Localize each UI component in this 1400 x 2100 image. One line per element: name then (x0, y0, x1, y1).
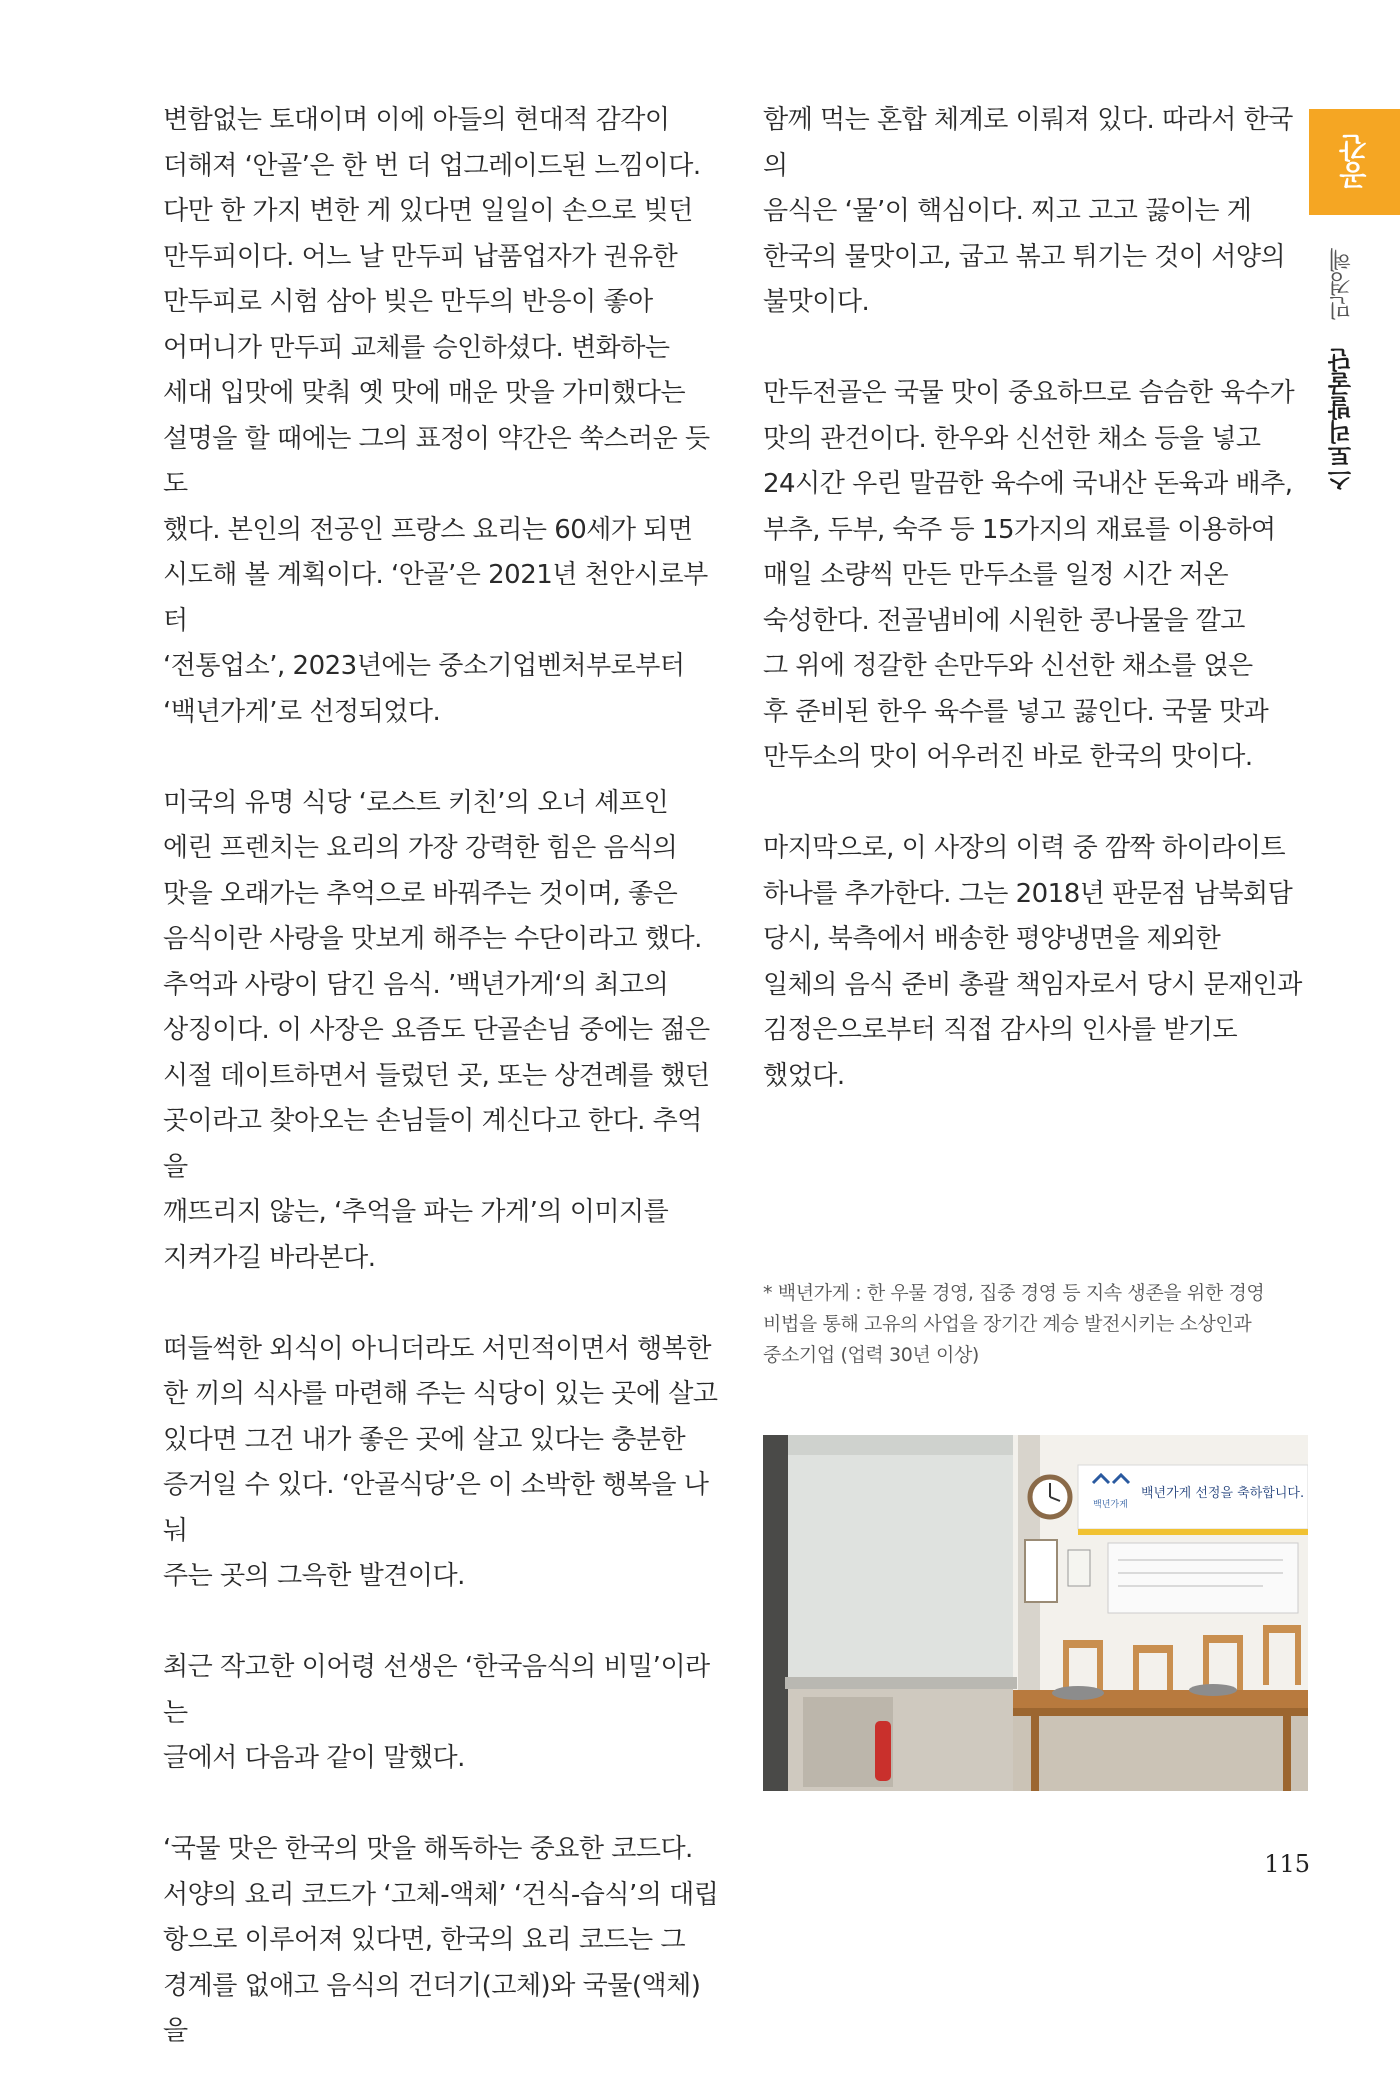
section-tab-label: 공간 (1337, 134, 1371, 190)
section-tab (1309, 109, 1400, 215)
left-column (163, 98, 723, 2100)
body-paragraph: 마지막으로, 이 사장의 이력 중 깜짝 하이라이트 하나를 추가한다. 그는 2018년 판문점 남북회담 당시, 북측에서 배송한 평양냉면을 제외한 일체의 음식 준비 총괄 책임자로서 당시 문재인과 김정은으로부터 직접 감사의 인사를 받기도 했었다. (763, 833, 1302, 1091)
restaurant-interior-image (763, 1435, 1308, 1791)
banner-logo-text: 백년가게 (1093, 1500, 1128, 1510)
series-title: 스토리발굴단 (1328, 348, 1356, 492)
page-number: 115 (1264, 1850, 1310, 1878)
body-paragraph: 함께 먹는 혼합 체계로 이뤄져 있다. 따라서 한국의 음식은 ‘물’이 핵심이다. 찌고 고고 끓이는 게 한국의 물맛이고, 굽고 볶고 튀기는 것이 서양의 불맛이다. (763, 105, 1293, 317)
author-name: 민경혜 (1328, 247, 1356, 320)
banner-text: 백년가게 선정을 축하합니다. (1141, 1486, 1305, 1501)
body-paragraph: 미국의 유명 식당 ‘로스트 키친’의 오너 셰프인 에린 프렌치는 요리의 가장 강력한 힘은 음식의 맛을 오래가는 추억으로 바꿔주는 것이며, 좋은 음식이란 사랑을 맛보게 해주는 수단이라고 했다. 추억과 사랑이 담긴 음식. ’백년가게‘의 최고의 상징이다. 이 사장은 요즘도 단골손님 중에는 젊은 시절 데이트하면서 들렀던 곳, 또는 상견례를 했던 곳이라고 찾아오는 손님들이 계신다고 한다. 추억을 깨뜨리지 않는, ‘추억을 파는 가게’의 이미지를 지켜가길 바라본다. (163, 787, 710, 1273)
restaurant-photo (763, 1435, 1308, 1791)
body-paragraph: 떠들썩한 외식이 아니더라도 서민적이면서 행복한 한 끼의 식사를 마련해 주는 식당이 있는 곳에 살고 있다면 그건 내가 좋은 곳에 살고 있다는 충분한 증거일 수 있다. ‘안골식당’은 이 소박한 행복을 나눠 주는 곳의 그윽한 발견이다. (163, 1333, 718, 1591)
right-column (763, 98, 1303, 1145)
body-paragraph: 만두전골은 국물 맛이 중요하므로 슴슴한 육수가 맛의 관건이다. 한우와 신선한 채소 등을 넣고 24시간 우린 말끔한 육수에 국내산 돈육과 배추, 부추, 두부, 숙주 등 15가지의 재료를 이용하여 매일 소량씩 만든 만두소를 일정 시간 저온 숙성한다. 전골냄비에 시원한 콩나물을 깔고 그 위에 정갈한 손만두와 신선한 채소를 얹은 후 준비된 한우 육수를 넣고 끓인다. 국물 맛과 만두소의 맛이 어우러진 바로 한국의 맛이다. (763, 378, 1295, 772)
body-paragraph: 변함없는 토대이며 이에 아들의 현대적 감각이 더해져 ‘안골’은 한 번 더 업그레이드된 느낌이다. 다만 한 가지 변한 게 있다면 일일이 손으로 빚던 만두피이다. 어느 날 만두피 납품업자가 권유한 만두피로 시험 삼아 빚은 만두의 반응이 좋아 어머니가 만두피 교체를 승인하셨다. 변화하는 세대 입맛에 맞춰 옛 맛에 매운 맛을 가미했다는 설명을 할 때에는 그의 표정이 약간은 쑥스러운 듯도 했다. 본인의 전공인 프랑스 요리는 60세가 되면 시도해 볼 계획이다. ‘안골’은 2021년 천안시로부터 ‘전통업소’, 2023년에는 중소기업벤처부로부터 ‘백년가게’로 선정되었다. (163, 105, 710, 727)
body-paragraph: ‘국물 맛은 한국의 맛을 해독하는 중요한 코드다. 서양의 요리 코드가 ‘고체-액체’ ‘건식-습식’의 대립 항으로 이루어져 있다면, 한국의 요리 코드는 그 경계를 없애고 음식의 건더기(고체)와 국물(액체)을 (163, 1834, 719, 2046)
footnote: * 백년가게 : 한 우물 경영, 집중 경영 등 지속 생존을 위한 경영 비법을 통해 고유의 사업을 장기간 계승 발전시키는 소상인과 중소기업 (업력 30년 이상) (763, 1282, 1265, 1366)
body-paragraph: 최근 작고한 이어령 선생은 ‘한국음식의 비밀’이라는 글에서 다음과 같이 말했다. (163, 1652, 710, 1773)
series-label (1324, 247, 1364, 502)
